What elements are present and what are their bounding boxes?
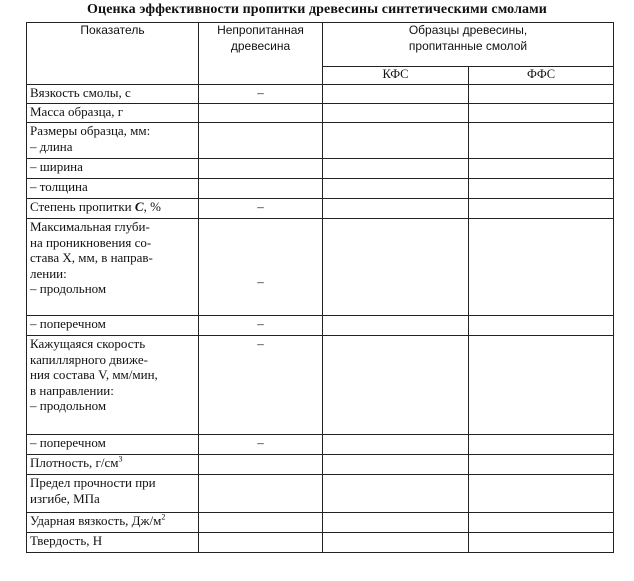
unit-exponent: 2 [161, 512, 166, 522]
ffs-cell [469, 85, 614, 104]
row-label-line: лении: [30, 265, 67, 281]
row-label: Масса образца, г [27, 104, 199, 123]
row-label-line: Кажущаяся скорость [30, 336, 146, 351]
table-row [27, 159, 614, 179]
row-label [27, 336, 199, 435]
ffs-cell [469, 179, 614, 199]
row-label-line: – продольном [30, 398, 107, 414]
untreated-value: – [199, 199, 323, 219]
table-title: Оценка эффективности пропитки древесины синтетическими смолами [87, 2, 547, 17]
untreated-value: – [199, 316, 323, 336]
row-label: – поперечном [27, 435, 199, 455]
row-label-text: Степень пропитки [30, 199, 135, 214]
table-row [27, 85, 614, 104]
header-treated-line2: пропитанные смолой [408, 38, 528, 53]
table-row [27, 455, 614, 475]
row-label [27, 199, 199, 219]
ffs-cell [469, 104, 614, 123]
untreated-value [199, 159, 323, 179]
untreated-value [199, 455, 323, 475]
row-label [27, 455, 199, 475]
table-row [27, 219, 614, 316]
ffs-cell [469, 159, 614, 179]
ffs-cell [469, 455, 614, 475]
row-label-line: Максимальная глуби- [30, 219, 150, 234]
untreated-value: – [199, 85, 323, 104]
kfs-cell [323, 159, 469, 179]
kfs-cell [323, 123, 469, 159]
table-row [27, 435, 614, 455]
untreated-value [199, 123, 323, 159]
ffs-cell [469, 199, 614, 219]
untreated-value [199, 475, 323, 513]
table-row [27, 316, 614, 336]
row-label: – толщина [27, 179, 199, 199]
ffs-cell [469, 316, 614, 336]
table-row [27, 533, 614, 553]
row-label: Твердость, Н [27, 533, 199, 553]
kfs-cell [323, 513, 469, 533]
header-indicator: Показатель [27, 23, 199, 85]
row-label [27, 513, 199, 533]
untreated-value: – [199, 219, 323, 316]
ffs-cell [469, 513, 614, 533]
row-label-line: – продольном [30, 281, 107, 297]
kfs-cell [323, 533, 469, 553]
row-label-variable: С [134, 199, 144, 214]
header-kfs: КФС [323, 67, 469, 85]
row-label-line: капиллярного движе- [30, 351, 148, 367]
header-untreated-line2: древесина [230, 38, 291, 53]
row-label-unit: , % [143, 199, 161, 214]
row-label-line: Размеры образца, мм: [30, 123, 151, 138]
ffs-cell [469, 435, 614, 455]
table-row [27, 513, 614, 533]
kfs-cell [323, 435, 469, 455]
row-label-line: ния состава V, мм/мин, [30, 367, 158, 383]
kfs-cell [323, 85, 469, 104]
row-label-line: на проникновения со- [30, 234, 152, 250]
kfs-cell [323, 179, 469, 199]
untreated-value [199, 179, 323, 199]
ffs-cell [469, 475, 614, 513]
unit-exponent: 3 [118, 454, 123, 464]
untreated-value: – [199, 336, 323, 435]
untreated-value: – [199, 435, 323, 455]
header-row [27, 23, 614, 67]
ffs-cell [469, 533, 614, 553]
row-label: – ширина [27, 159, 199, 179]
kfs-cell [323, 336, 469, 435]
table-row [27, 336, 614, 435]
untreated-value [199, 104, 323, 123]
row-label-text: Ударная вязкость, Дж/м [30, 513, 162, 528]
kfs-cell [323, 104, 469, 123]
table-row [27, 475, 614, 513]
row-label [27, 475, 199, 513]
row-label: – поперечном [27, 316, 199, 336]
kfs-cell [323, 316, 469, 336]
ffs-cell [469, 336, 614, 435]
evaluation-table [26, 22, 614, 553]
row-label [27, 123, 199, 159]
row-label-line: изгибе, МПа [30, 490, 100, 506]
row-label-line: в направлении: [30, 382, 114, 398]
table-row [27, 179, 614, 199]
table-row [27, 104, 614, 123]
table-row [27, 199, 614, 219]
header-ffs: ФФС [469, 67, 614, 85]
row-label: Вязкость смолы, с [27, 85, 199, 104]
untreated-value [199, 533, 323, 553]
untreated-value [199, 513, 323, 533]
row-label-line: Предел прочности при [30, 475, 156, 490]
row-label-line: – длина [30, 138, 73, 154]
row-label [27, 219, 199, 316]
kfs-cell [323, 199, 469, 219]
kfs-cell [323, 455, 469, 475]
header-untreated-line1: Непропитанная [217, 23, 304, 37]
header-treated-line1: Образцы древесины, [408, 23, 528, 37]
header-untreated [199, 23, 323, 85]
table-row [27, 123, 614, 159]
row-label-text: Плотность, г/см [30, 455, 119, 470]
kfs-cell [323, 475, 469, 513]
ffs-cell [469, 123, 614, 159]
ffs-cell [469, 219, 614, 316]
kfs-cell [323, 219, 469, 316]
header-treated-group [323, 23, 614, 67]
row-label-line: става X, мм, в направ- [30, 250, 153, 266]
